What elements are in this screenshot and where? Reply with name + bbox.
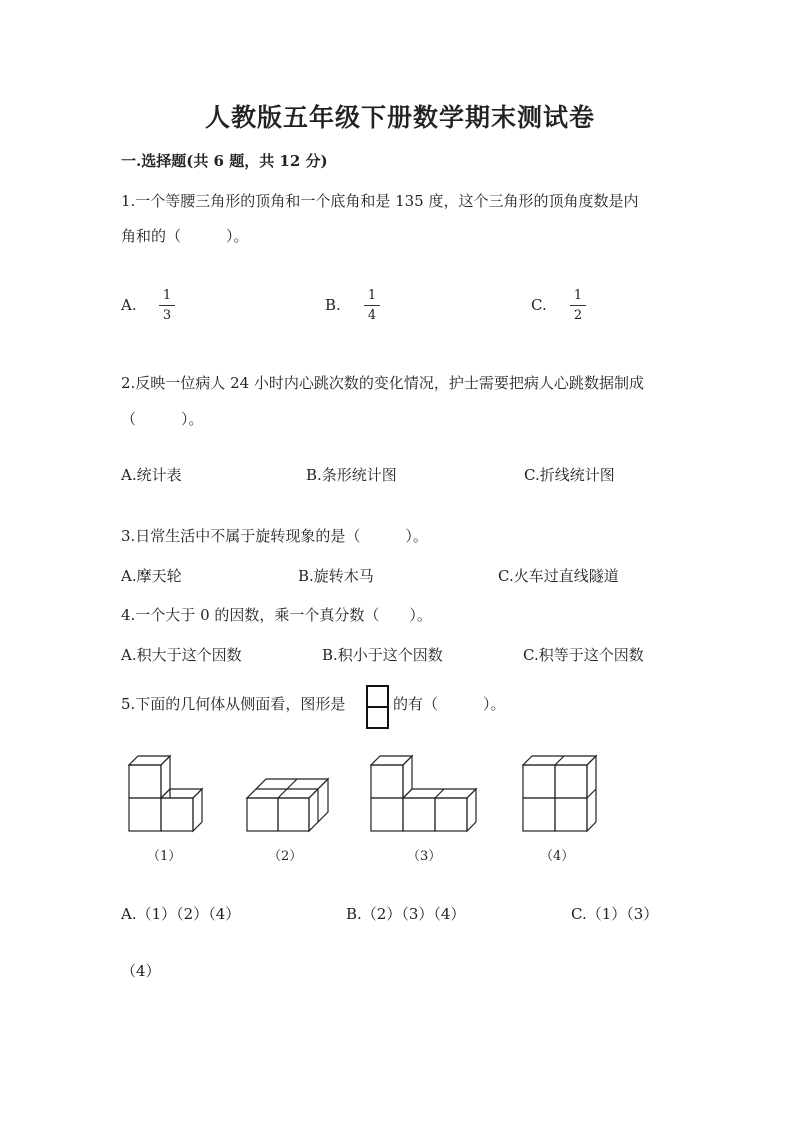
page-title: 人教版五年级下册数学期末测试卷 xyxy=(204,103,595,132)
question-2-option-a[interactable]: A.统计表 xyxy=(121,466,182,484)
fraction-numerator: 1 xyxy=(162,288,172,303)
option-label: C. xyxy=(531,296,547,314)
question-5-line-1a: 5.下面的几何体从侧面看，图形是 xyxy=(121,695,346,713)
option-label: A. xyxy=(121,296,137,314)
solid-figure-2 xyxy=(246,777,331,835)
fraction-numerator: 1 xyxy=(573,288,583,303)
question-3-option-c[interactable]: C.火车过直线隧道 xyxy=(498,567,619,585)
section-heading: 一.选择题(共 6 题，共 12 分) xyxy=(121,152,328,170)
fraction-one-quarter xyxy=(364,289,380,322)
question-1-option-a[interactable] xyxy=(121,296,137,314)
question-1-option-c[interactable] xyxy=(531,296,547,314)
figure-1-label: （1） xyxy=(147,849,182,864)
fraction-bar xyxy=(364,305,380,306)
figure-3-label: （3） xyxy=(407,849,442,864)
question-2-line-1: 2.反映一位病人 24 小时内心跳次数的变化情况，护士需要把病人心跳数据制成 xyxy=(121,374,644,392)
question-1-line-1: 1.一个等腰三角形的顶角和一个底角和是 135 度，这个三角形的顶角度数是内 xyxy=(121,192,639,210)
solid-figure-4 xyxy=(522,755,602,835)
question-4-option-c[interactable]: C.积等于这个因数 xyxy=(523,646,644,664)
fraction-denominator: 3 xyxy=(162,308,172,323)
fraction-denominator: 4 xyxy=(367,308,377,323)
question-3-option-a[interactable]: A.摩天轮 xyxy=(121,567,182,585)
solid-figure-3 xyxy=(370,755,480,835)
question-2-option-b[interactable]: B.条形统计图 xyxy=(306,466,397,484)
question-2-option-c[interactable]: C.折线统计图 xyxy=(524,466,615,484)
question-3-option-b[interactable]: B.旋转木马 xyxy=(298,567,374,585)
question-5-option-b[interactable]: B.（2）（3）（4） xyxy=(346,905,466,923)
solid-figure-1 xyxy=(128,755,208,835)
question-1-line-2: 角和的（ ）。 xyxy=(121,227,249,245)
side-view-two-stacked-squares-icon xyxy=(366,685,390,731)
question-4-option-a[interactable]: A.积大于这个因数 xyxy=(121,646,242,664)
question-5-option-c-wrap[interactable]: （4） xyxy=(121,962,161,980)
fraction-one-half xyxy=(570,289,586,322)
fraction-denominator: 2 xyxy=(573,308,583,323)
figure-2-label: （2） xyxy=(268,849,303,864)
fraction-numerator: 1 xyxy=(367,288,377,303)
question-5-option-a[interactable]: A.（1）（2）（4） xyxy=(121,905,241,923)
question-1-option-b[interactable] xyxy=(325,296,341,314)
option-label: B. xyxy=(325,296,341,314)
question-5-option-c[interactable]: C.（1）（3） xyxy=(571,905,659,923)
question-5-line-1b: 的有（ ）。 xyxy=(393,695,506,713)
fraction-bar xyxy=(570,305,586,306)
fraction-bar xyxy=(159,305,175,306)
question-4-option-b[interactable]: B.积小于这个因数 xyxy=(322,646,443,664)
question-2-line-2: （ ）。 xyxy=(121,410,204,428)
figure-4-label: （4） xyxy=(540,849,575,864)
fraction-one-third xyxy=(159,289,175,322)
question-4-line-1: 4.一个大于 0 的因数，乘一个真分数（ ）。 xyxy=(121,606,432,624)
question-3-line-1: 3.日常生活中不属于旋转现象的是（ ）。 xyxy=(121,527,428,545)
